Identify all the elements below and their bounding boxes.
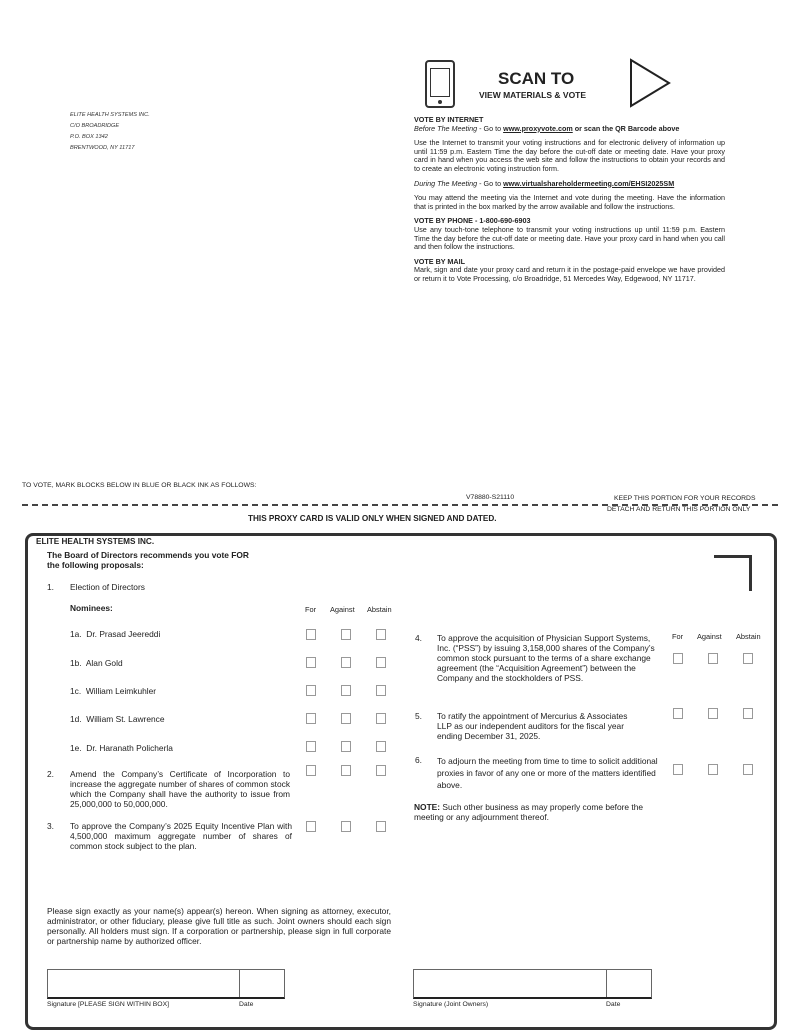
col-against: Against xyxy=(330,605,355,614)
ink-instruction: TO VOTE, MARK BLOCKS BELOW IN BLUE OR BLACK INK AS FOLLOWS: xyxy=(22,482,257,489)
checkbox-4-for[interactable] xyxy=(673,653,683,664)
before-label: Before The Meeting xyxy=(414,123,478,133)
return-address xyxy=(70,110,150,154)
mail-body: Mark, sign and date your proxy card and return it in the postage-paid envelope we have provided or return it to Vote Processing, c/o Broadridge, 51 Mercedes Way, Edgewood, NY 11717. xyxy=(414,265,725,283)
nominees-label: Nominees: xyxy=(70,603,113,613)
checkbox-1b-abstain[interactable] xyxy=(376,657,386,668)
scan-title: SCAN TO xyxy=(498,69,575,88)
company-name: ELITE HEALTH SYSTEMS INC. xyxy=(36,537,155,546)
nominee: 1d. William St. Lawrence xyxy=(70,714,165,724)
checkbox-6-abstain[interactable] xyxy=(743,764,753,775)
checkbox-4-abstain[interactable] xyxy=(743,653,753,664)
checkbox-5-for[interactable] xyxy=(673,708,683,719)
address-line: P.O. BOX 1342 xyxy=(70,134,108,140)
item-number: 1. xyxy=(47,582,54,592)
col-abstain: Abstain xyxy=(736,632,761,641)
checkbox-1c-for[interactable] xyxy=(306,685,316,696)
go-to: - Go to xyxy=(477,178,504,188)
checkbox-1e-for[interactable] xyxy=(306,741,316,752)
checkbox-1a-against[interactable] xyxy=(341,629,351,640)
checkbox-1d-against[interactable] xyxy=(341,713,351,724)
proxyvote-link[interactable]: www.proxyvote.com xyxy=(503,123,573,133)
checkbox-1b-for[interactable] xyxy=(306,657,316,668)
checkbox-5-against[interactable] xyxy=(708,708,718,719)
checkbox-1c-against[interactable] xyxy=(341,685,351,696)
arrow-icon xyxy=(628,58,672,108)
qr-text: or scan the QR Barcode above xyxy=(572,123,680,133)
checkbox-2-for[interactable] xyxy=(306,765,316,776)
scan-subtitle: VIEW MATERIALS & VOTE xyxy=(479,90,587,100)
address-line: BRENTWOOD, NY 11717 xyxy=(70,145,135,151)
internet-heading: VOTE BY INTERNET xyxy=(414,115,484,124)
note xyxy=(414,802,664,822)
checkbox-1d-abstain[interactable] xyxy=(376,713,386,724)
checkbox-1b-against[interactable] xyxy=(341,657,351,668)
valid-notice: THIS PROXY CARD IS VALID ONLY WHEN SIGNED AND DATED. xyxy=(248,514,497,523)
go-to: - Go to xyxy=(477,123,504,133)
note-text: Such other business as may properly come before the meeting or any adjournment thereof. xyxy=(414,802,644,822)
nominee: 1a. Dr. Prasad Jeereddi xyxy=(70,629,161,639)
note-label: NOTE: xyxy=(414,802,441,812)
joint-signature-box[interactable] xyxy=(413,969,652,999)
checkbox-1a-abstain[interactable] xyxy=(376,629,386,640)
signature-label: Signature [PLEASE SIGN WITHIN BOX] xyxy=(47,1001,170,1008)
mail-heading: VOTE BY MAIL xyxy=(414,256,465,266)
phone-body: Use any touch-tone telephone to transmit your voting instructions up until 11:59 p.m. Eastern Time the day before the cut-off date or meeting date. Have your proxy card in hand when you call and then follow the instructions. xyxy=(414,224,725,252)
item5-text: To ratify the appointment of Mercurius & Associates LLP as our independent auditors for the fiscal year ending December 31, 2025. xyxy=(437,711,628,741)
item-number: 4. xyxy=(415,633,422,643)
address-line: C/O BROADRIDGE xyxy=(70,123,120,129)
recommend-line: the following proposals: xyxy=(47,560,144,570)
col-against: Against xyxy=(697,632,722,641)
item3-text: To approve the Company’s 2025 Equity Incentive Plan with 4,500,000 maximum aggregate number of shares of common stock subject to the plan. xyxy=(70,821,292,851)
signing-instructions: Please sign exactly as your name(s) appear(s) hereon. When signing as attorney, executor, administrator, or other fiduciary, please give full title as such. Joint owners should each sign personally. All holders must sign. If a corporation or partnership, please sign in full corporate or partnership name by authorized officer. xyxy=(47,906,391,946)
item-number: 6. xyxy=(415,755,422,765)
checkbox-3-against[interactable] xyxy=(341,821,351,832)
phone-heading: VOTE BY PHONE - 1-800-690-6903 xyxy=(414,216,531,226)
signature-box[interactable] xyxy=(47,969,285,999)
during-body: You may attend the meeting via the Internet and vote during the meeting. Have the information that is printed in the box marked by the arrow available and follow the instructions. xyxy=(414,193,725,211)
item-number: 2. xyxy=(47,769,54,779)
item-number: 5. xyxy=(415,711,422,721)
checkbox-2-against[interactable] xyxy=(341,765,351,776)
board-recommendation xyxy=(47,550,249,570)
checkbox-1e-against[interactable] xyxy=(341,741,351,752)
checkbox-2-abstain[interactable] xyxy=(376,765,386,776)
during-label: During The Meeting xyxy=(414,178,478,188)
date-label: Date xyxy=(606,1001,621,1008)
checkbox-6-for[interactable] xyxy=(673,764,683,775)
checkbox-1a-for[interactable] xyxy=(306,629,316,640)
nominee: 1e. Dr. Haranath Policherla xyxy=(70,743,173,753)
col-abstain: Abstain xyxy=(367,605,392,614)
control-code: V78880-S21110 xyxy=(466,494,515,501)
item6-text: To adjourn the meeting from time to time to solicit additional proxies in favor of any one or more of the matters identified above. xyxy=(437,756,658,790)
voting-instructions xyxy=(414,116,725,290)
keep-portion: KEEP THIS PORTION FOR YOUR RECORDS xyxy=(614,495,756,502)
internet-body: Use the Internet to transmit your voting instructions and for electronic delivery of information up until 11:59 p.m. Eastern Time the day before the cut-off date or meeting date. Have your proxy card in hand when you access the web site and follow the instructions to obtain your records and to create an electronic voting instruction form. xyxy=(414,138,725,173)
phone-icon xyxy=(425,60,455,108)
nominee: 1c. William Leimkuhler xyxy=(70,686,157,696)
checkbox-5-abstain[interactable] xyxy=(743,708,753,719)
joint-signature-label: Signature (Joint Owners) xyxy=(413,1001,489,1008)
checkbox-1c-abstain[interactable] xyxy=(376,685,386,696)
virtual-meeting-link[interactable]: www.virtualshareholdermeeting.com/EHSI2025SM xyxy=(503,178,675,188)
checkbox-6-against[interactable] xyxy=(708,764,718,775)
checkbox-4-against[interactable] xyxy=(708,653,718,664)
checkbox-1d-for[interactable] xyxy=(306,713,316,724)
date-label: Date xyxy=(239,1001,254,1008)
address-line: ELITE HEALTH SYSTEMS INC. xyxy=(70,112,150,118)
item4-text: To approve the acquisition of Physician Support Systems, Inc. (“PSS”) by issuing 3,158,000 shares of the Company’s common stock pursuant to the terms of a share exchange agreement (the “Acquisition Agreement”) between the Company and the stockholders of PSS. xyxy=(437,633,655,683)
checkbox-1e-abstain[interactable] xyxy=(376,741,386,752)
col-for: For xyxy=(672,632,684,641)
detach-portion: DETACH AND RETURN THIS PORTION ONLY xyxy=(607,506,751,513)
item-number: 3. xyxy=(47,821,54,831)
checkbox-3-abstain[interactable] xyxy=(376,821,386,832)
recommend-line: The Board of Directors recommends you vote FOR xyxy=(47,550,249,560)
checkbox-3-for[interactable] xyxy=(306,821,316,832)
corner-mark xyxy=(714,555,752,591)
item2-text: Amend the Company’s Certificate of Incorporation to increase the aggregate number of shares of common stock which the Company shall have the authority to issue from 25,000,000 to 50,000,000. xyxy=(70,769,290,809)
item1-text: Election of Directors xyxy=(70,582,145,592)
col-for: For xyxy=(305,605,317,614)
nominee: 1b. Alan Gold xyxy=(70,658,123,668)
